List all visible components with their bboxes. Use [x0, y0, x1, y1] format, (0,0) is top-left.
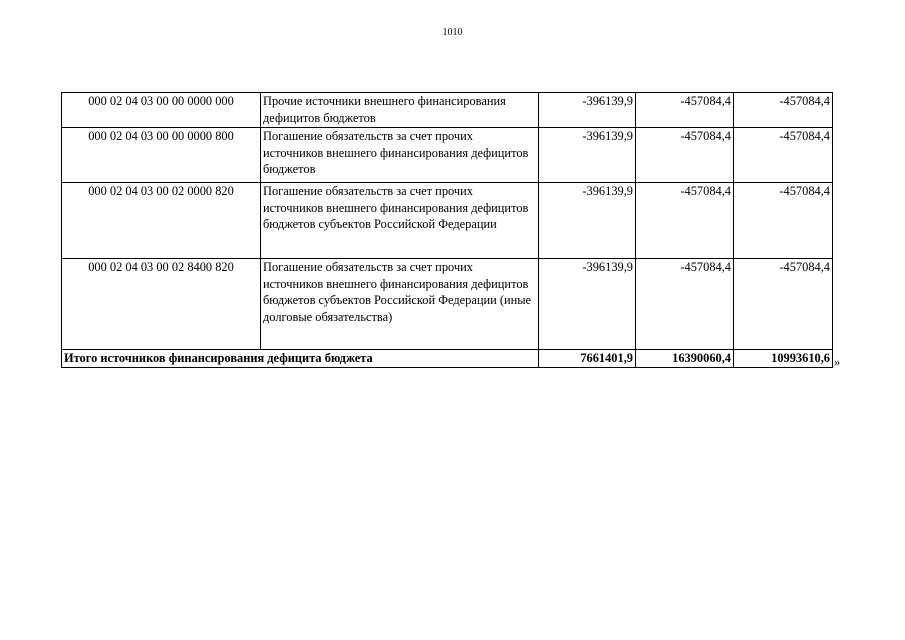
page-number: 1010: [442, 27, 463, 38]
value-cell-1: -396139,9: [539, 183, 636, 259]
budget-code-cell: 000 02 04 03 00 02 0000 820: [62, 183, 261, 259]
description-cell: Погашение обязательств за счет прочих источников внешнего финансирования дефицитов бюджетов субъектов Российской Федерации: [261, 183, 539, 259]
closing-quote: »: [834, 355, 841, 369]
description-cell: Погашение обязательств за счет прочих источников внешнего финансирования дефицитов бюджетов: [261, 128, 539, 183]
value-cell-3: -457084,4: [734, 183, 833, 259]
value-cell-2: -457084,4: [636, 259, 734, 350]
value-cell-1: -396139,9: [539, 259, 636, 350]
value-cell-2: -457084,4: [636, 183, 734, 259]
table-row: [62, 259, 833, 350]
budget-code-cell: 000 02 04 03 00 00 0000 800: [62, 128, 261, 183]
value-cell-2: -457084,4: [636, 128, 734, 183]
table-row: [62, 128, 833, 183]
total-label: Итого источников финансирования дефицита бюджета: [62, 350, 539, 368]
description-cell: Погашение обязательств за счет прочих источников внешнего финансирования дефицитов бюджетов субъектов Российской Федерации (иные долговые обязательства): [261, 259, 539, 350]
description-cell: Прочие источники внешнего финансирования дефицитов бюджетов: [261, 93, 539, 128]
table-row: [62, 183, 833, 259]
total-value-3: 10993610,6: [734, 350, 833, 368]
budget-code-cell: 000 02 04 03 00 00 0000 000: [62, 93, 261, 128]
value-cell-2: -457084,4: [636, 93, 734, 128]
value-cell-3: -457084,4: [734, 128, 833, 183]
value-cell-3: -457084,4: [734, 93, 833, 128]
total-value-2: 16390060,4: [636, 350, 734, 368]
budget-sources-table: [61, 92, 833, 368]
budget-code-cell: 000 02 04 03 00 02 8400 820: [62, 259, 261, 350]
table-row: [62, 93, 833, 128]
total-row: [62, 350, 833, 368]
total-value-1: 7661401,9: [539, 350, 636, 368]
value-cell-1: -396139,9: [539, 128, 636, 183]
value-cell-1: -396139,9: [539, 93, 636, 128]
value-cell-3: -457084,4: [734, 259, 833, 350]
